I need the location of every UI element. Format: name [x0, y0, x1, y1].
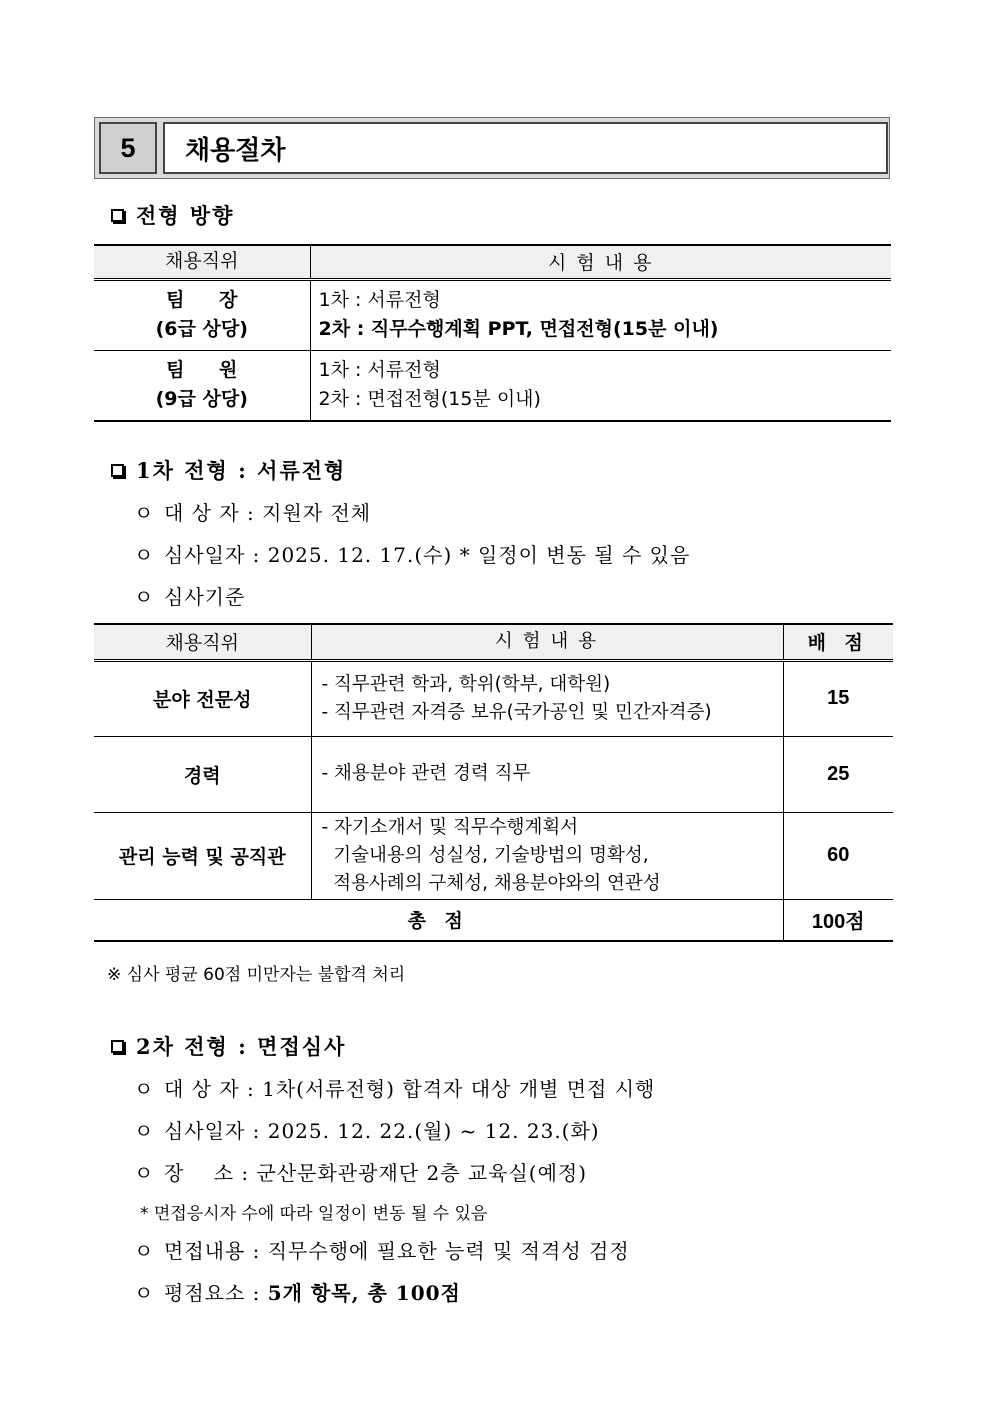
first-round-heading	[111, 455, 346, 485]
list-item-text: 심사일자 : 2025. 12. 22.(월) ~ 12. 23.(화)	[164, 1119, 600, 1143]
total-label: 총 점	[94, 899, 783, 941]
content-cell	[311, 736, 783, 812]
first-round-heading-text: 1차 전형 : 서류전형	[136, 458, 347, 483]
category-cell: 경력	[94, 736, 311, 812]
header-content: 시 험 내 용	[310, 245, 891, 279]
selection-heading-text: 전형 방향	[136, 203, 235, 228]
criteria-line: - 직무관련 학과, 학위(학부, 대학원)	[321, 673, 611, 695]
position-grade: (9급 상당)	[155, 388, 248, 411]
list-item	[134, 539, 690, 568]
step-1: 1차 : 서류전형	[318, 359, 441, 382]
list-item	[134, 1277, 461, 1306]
content-cell	[311, 812, 783, 899]
position-name: 팀 장	[166, 289, 252, 311]
table-row	[94, 279, 891, 350]
list-item	[134, 1235, 630, 1264]
list-item	[134, 1073, 655, 1102]
selection-table	[94, 244, 891, 422]
category-cell: 관리 능력 및 공직관	[94, 812, 311, 899]
checkbox-icon	[111, 209, 124, 222]
position-grade: (6급 상당)	[155, 318, 248, 340]
list-item-text: 대 상 자 : 지원자 전체	[164, 501, 372, 525]
list-item	[134, 581, 245, 610]
selection-heading	[111, 200, 234, 230]
criteria-table	[94, 623, 893, 942]
position-cell	[94, 279, 310, 350]
position-name: 팀 원	[166, 359, 252, 382]
table-row	[94, 736, 893, 812]
header-content: 시 험 내 용	[311, 624, 783, 660]
list-item-text: 장 소 : 군산문화관광재단 2층 교육실(예정)	[164, 1161, 588, 1185]
checkbox-icon	[111, 464, 124, 477]
list-item	[134, 497, 371, 526]
score-cell: 60	[783, 812, 893, 899]
list-item-text: 심사일자 : 2025. 12. 17.(수) * 일정이 변동 될 수 있음	[164, 543, 691, 567]
header-position: 채용직위	[94, 624, 311, 660]
step-2: 2차 : 면접전형(15분 이내)	[318, 388, 541, 411]
section-number: 5	[99, 122, 157, 174]
table-row	[94, 660, 893, 736]
criteria-line: 기술내용의 성실성, 기술방법의 명확성,	[321, 844, 649, 866]
criteria-line: - 직무관련 자격증 보유(국가공인 및 민간자격증)	[321, 701, 712, 723]
bullet-icon: ㅇ	[134, 1119, 155, 1143]
step-2: 2차 : 직무수행계획 PPT, 면접전형(15분 이내)	[318, 318, 719, 340]
category-cell: 분야 전문성	[94, 660, 311, 736]
bullet-icon: ㅇ	[134, 585, 155, 609]
content-cell	[310, 279, 891, 350]
criteria-line: - 자기소개서 및 직무수행계획서	[321, 816, 579, 838]
bullet-icon: ㅇ	[134, 1077, 155, 1101]
second-round-heading-text: 2차 전형 : 면접심사	[136, 1034, 347, 1059]
total-row	[94, 899, 893, 941]
score-cell: 25	[783, 736, 893, 812]
header-position: 채용직위	[94, 245, 310, 279]
position-cell	[94, 350, 310, 421]
criteria-line: - 채용분야 관련 경력 직무	[321, 763, 531, 784]
table-row	[94, 812, 893, 899]
header-score: 배 점	[783, 624, 893, 660]
list-item-text: 평점요소 :	[164, 1281, 268, 1305]
checkbox-icon	[111, 1040, 124, 1053]
second-round-heading	[111, 1031, 346, 1061]
section-title: 채용절차	[163, 122, 888, 174]
content-cell	[310, 350, 891, 421]
criteria-note: ※ 심사 평균 60점 미만자는 불합격 처리	[107, 965, 406, 985]
content-cell	[311, 660, 783, 736]
step-1: 1차 : 서류전형	[318, 289, 441, 311]
bullet-icon: ㅇ	[134, 543, 155, 567]
list-item-text: 면접내용 : 직무수행에 필요한 능력 및 적격성 검정	[164, 1239, 630, 1263]
table-header-row	[94, 624, 893, 660]
bullet-icon: ㅇ	[134, 1281, 155, 1305]
list-item	[134, 1115, 600, 1144]
list-item-text: 심사기준	[164, 585, 246, 609]
list-item	[134, 1157, 587, 1186]
bullet-icon: ㅇ	[134, 1239, 155, 1263]
score-cell: 15	[783, 660, 893, 736]
list-item-text: 대 상 자 : 1차(서류전형) 합격자 대상 개별 면접 시행	[164, 1077, 656, 1101]
bullet-icon: ㅇ	[134, 1161, 155, 1185]
table-row	[94, 350, 891, 421]
interview-note: * 면접응시자 수에 따라 일정이 변동 될 수 있음	[140, 1204, 488, 1224]
bullet-icon: ㅇ	[134, 501, 155, 525]
table-header-row	[94, 245, 891, 279]
total-score: 100점	[783, 899, 893, 941]
criteria-line: 적용사례의 구체성, 채용분야와의 연관성	[321, 872, 661, 894]
score-summary: 5개 항목, 총 100점	[267, 1281, 461, 1305]
